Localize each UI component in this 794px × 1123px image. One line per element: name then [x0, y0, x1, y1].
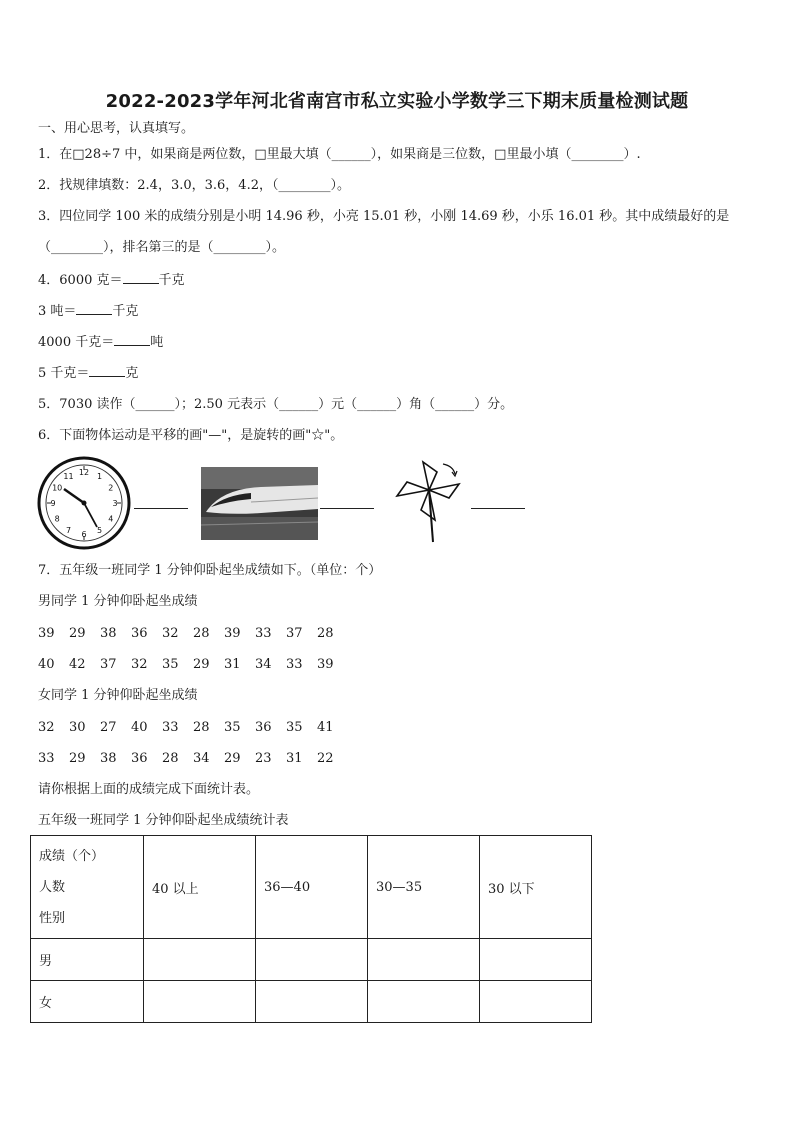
score-value: 31 — [286, 751, 303, 766]
clock-numeral: 3 — [112, 499, 118, 508]
clock-numeral: 4 — [108, 514, 114, 524]
score-value: 42 — [69, 657, 86, 672]
score-value: 33 — [162, 720, 179, 735]
question-1: 1．在□28÷7 中，如果商是两位数，□里最大填（______），如果商是三位数，□里最小填（________）. — [38, 147, 641, 162]
table-cell[interactable] — [256, 981, 368, 1023]
score-value: 27 — [100, 720, 117, 735]
score-value: 29 — [69, 626, 86, 641]
score-value: 36 — [255, 720, 272, 735]
table-cell[interactable] — [144, 981, 256, 1023]
score-value: 39 — [38, 626, 55, 641]
score-value: 37 — [286, 626, 303, 641]
question-4-d — [38, 364, 138, 383]
corner-label-gender: 性别 — [39, 910, 66, 926]
clock-numeral: 9 — [50, 499, 56, 508]
score-value: 31 — [224, 657, 241, 672]
girls-label: 女同学 1 分钟仰卧起坐成绩 — [38, 688, 198, 703]
question-3-line-2: （________），排名第三的是（________）。 — [38, 240, 286, 255]
score-value: 36 — [131, 626, 148, 641]
answer-blank[interactable] — [89, 364, 125, 377]
question-6: 6．下面物体运动是平移的画"—"，是旋转的画"☆"。 — [38, 428, 344, 443]
score-value: 35 — [224, 720, 241, 735]
girls-row-2 — [38, 750, 348, 768]
score-value: 33 — [255, 626, 272, 641]
score-value: 28 — [193, 626, 210, 641]
score-value: 28 — [162, 751, 179, 766]
score-value: 35 — [286, 720, 303, 735]
answer-blank[interactable] — [76, 302, 112, 315]
score-value: 37 — [100, 657, 117, 672]
row-header-female: 女 — [31, 981, 144, 1023]
boys-row-1 — [38, 625, 348, 643]
score-value: 33 — [38, 751, 55, 766]
score-value: 29 — [224, 751, 241, 766]
corner-label-count: 人数 — [39, 879, 66, 895]
clock-numeral: 5 — [96, 525, 103, 535]
answer-blank[interactable] — [123, 271, 159, 284]
score-value: 40 — [38, 657, 55, 672]
score-value: 29 — [69, 751, 86, 766]
unit-label: 千克 — [112, 304, 139, 319]
clock-numeral: 2 — [108, 483, 114, 493]
score-value: 32 — [38, 720, 55, 735]
table-cell[interactable] — [480, 939, 592, 981]
unit-label: 克 — [125, 366, 139, 381]
page-title: 2022-2023学年河北省南宫市私立实验小学数学三下期末质量检测试题 — [105, 91, 689, 112]
score-value: 41 — [317, 720, 334, 735]
clock-numeral: 11 — [63, 472, 74, 482]
question-4-b-text: 3 吨＝ — [38, 304, 77, 319]
score-value: 22 — [317, 751, 334, 766]
question-3-line-1: 3．四位同学 100 米的成绩分别是小明 14.96 秒，小亮 15.01 秒，小刚 14.69 秒，小乐 16.01 秒。其中成绩最好的是 — [38, 209, 730, 224]
unit-label: 吨 — [150, 335, 164, 350]
answer-line-train[interactable] — [320, 508, 374, 509]
score-value: 35 — [162, 657, 179, 672]
table-cell[interactable] — [480, 981, 592, 1023]
score-value: 39 — [317, 657, 334, 672]
column-header: 36—40 — [256, 836, 368, 939]
column-header: 30 以下 — [480, 836, 592, 939]
boys-label: 男同学 1 分钟仰卧起坐成绩 — [38, 594, 198, 609]
train-image — [201, 467, 318, 540]
clock-image — [37, 456, 131, 550]
score-value: 36 — [131, 751, 148, 766]
question-7: 7．五年级一班同学 1 分钟仰卧起坐成绩如下。（单位：个） — [38, 563, 382, 578]
score-value: 32 — [162, 626, 179, 641]
question-4-b — [38, 302, 138, 321]
score-value: 40 — [131, 720, 148, 735]
corner-label-score: 成绩（个） — [39, 848, 105, 864]
score-value: 23 — [255, 751, 272, 766]
question-4-c — [38, 333, 163, 352]
instruction: 请你根据上面的成绩完成下面统计表。 — [38, 782, 260, 797]
question-4-a — [38, 271, 185, 290]
answer-line-clock[interactable] — [134, 508, 188, 509]
score-value: 34 — [193, 751, 210, 766]
stats-table — [30, 835, 592, 1023]
clock-numeral: 7 — [65, 525, 72, 535]
table-corner-header — [31, 836, 144, 939]
column-header: 40 以上 — [144, 836, 256, 939]
score-value: 28 — [193, 720, 210, 735]
table-cell[interactable] — [368, 939, 480, 981]
clock-numeral: 10 — [52, 483, 63, 493]
table-cell[interactable] — [256, 939, 368, 981]
score-value: 29 — [193, 657, 210, 672]
table-title: 五年级一班同学 1 分钟仰卧起坐成绩统计表 — [38, 813, 289, 828]
section-heading: 一、用心思考，认真填写。 — [38, 121, 195, 136]
question-4-d-text: 5 千克＝ — [38, 366, 90, 381]
score-value: 38 — [100, 751, 117, 766]
score-value: 28 — [317, 626, 334, 641]
score-value: 32 — [131, 657, 148, 672]
girls-row-1 — [38, 719, 348, 737]
question-2: 2．找规律填数：2.4，3.0，3.6，4.2，（________）。 — [38, 178, 350, 193]
question-4-c-text: 4000 千克＝ — [38, 335, 115, 350]
pinwheel-image — [393, 458, 465, 544]
question-5: 5．7030 读作（______）；2.50 元表示（______）元（______）角（______）分。 — [38, 397, 514, 412]
score-value: 33 — [286, 657, 303, 672]
clock-numeral: 6 — [81, 530, 87, 539]
clock-numeral: 8 — [54, 514, 60, 524]
table-cell[interactable] — [368, 981, 480, 1023]
answer-blank[interactable] — [114, 333, 150, 346]
unit-label: 千克 — [158, 273, 185, 288]
score-value: 30 — [69, 720, 86, 735]
clock-numeral: 12 — [78, 468, 90, 477]
score-value: 38 — [100, 626, 117, 641]
answer-line-pinwheel[interactable] — [471, 508, 525, 509]
score-value: 34 — [255, 657, 272, 672]
row-header-male: 男 — [31, 939, 144, 981]
table-cell[interactable] — [144, 939, 256, 981]
score-value: 39 — [224, 626, 241, 641]
question-4-a-text: 4．6000 克＝ — [38, 273, 123, 288]
boys-row-2 — [38, 656, 348, 674]
column-header: 30—35 — [368, 836, 480, 939]
clock-numeral: 1 — [96, 472, 103, 482]
